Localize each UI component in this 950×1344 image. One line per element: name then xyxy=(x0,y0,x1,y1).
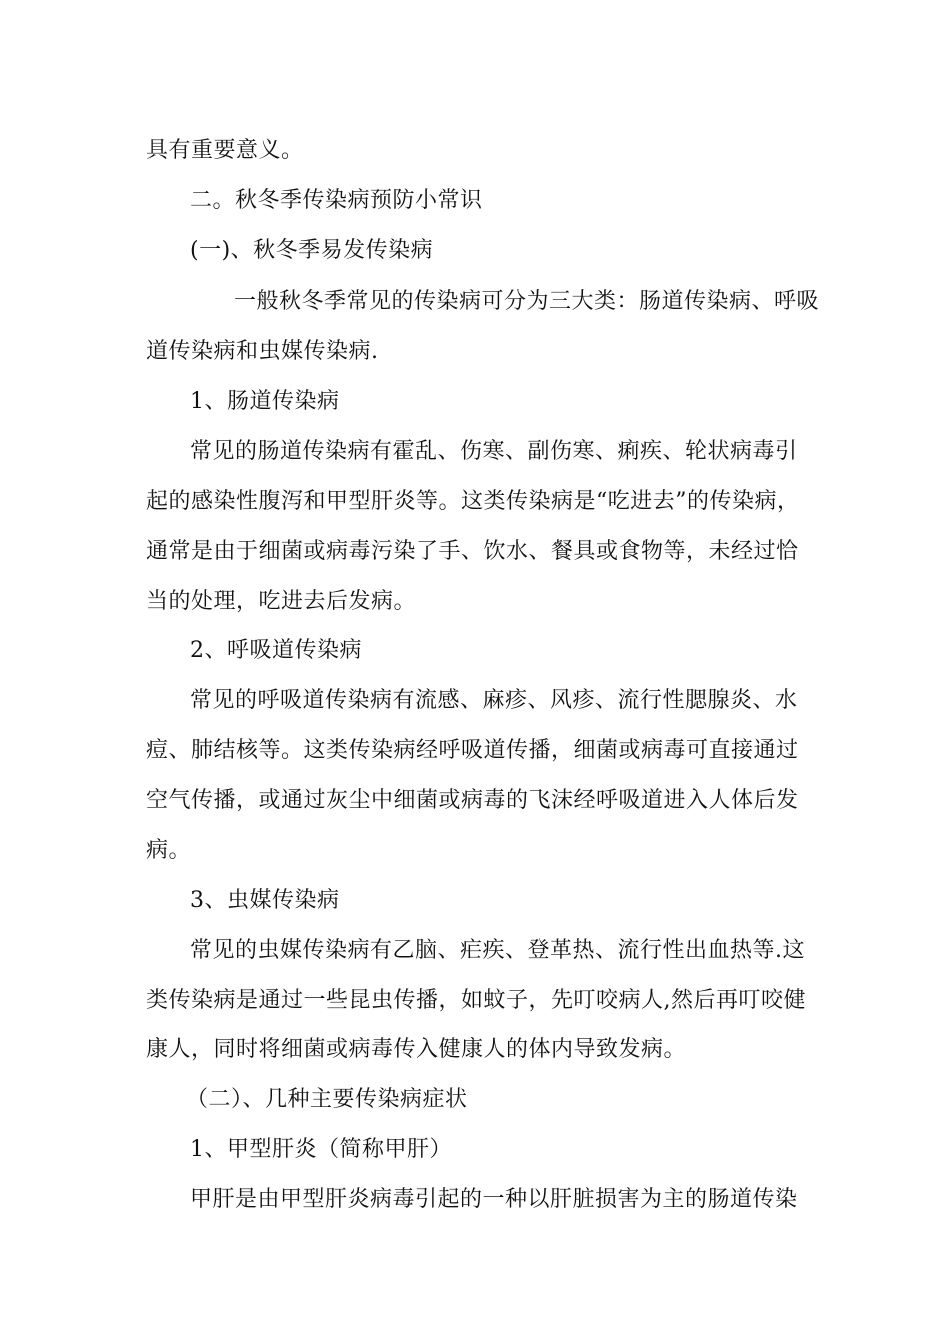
text-line: 常见的肠道传染病有霍乱、伤寒、副伤寒、痢疾、轮状病毒引 xyxy=(190,439,798,464)
text-line: 道传染病和虫媒传染病. xyxy=(146,339,379,364)
subsection-heading: (一)、秋冬季易发传染病 xyxy=(190,238,434,263)
text-line: 常见的呼吸道传染病有流感、麻疹、风疹、流行性腮腺炎、水 xyxy=(190,688,798,713)
text-line: 甲肝是由甲型肝炎病毒引起的一种以肝脏损害为主的肠道传染 xyxy=(190,1187,798,1212)
item-heading: 3、虫媒传染病 xyxy=(190,888,340,913)
subsection-heading: （二）、几种主要传染病症状 xyxy=(186,1087,468,1112)
text-line: 当的处理，吃进去后发病。 xyxy=(146,589,417,614)
section-heading: 二。秋冬季传染病预防小常识 xyxy=(190,188,483,213)
text-line: 起的感染性腹泻和甲型肝炎等。这类传染病是“吃进去”的传染病， xyxy=(146,489,800,514)
item-heading: 2、呼吸道传染病 xyxy=(190,638,362,663)
text-line: 痘、肺结核等。这类传染病经呼吸道传播，细菌或病毒可直接通过 xyxy=(146,738,799,763)
text-line: 一般秋冬季常见的传染病可分为三大类：肠道传染病、呼吸 xyxy=(234,289,820,314)
text-line: 通常是由于细菌或病毒污染了手、饮水、餐具或食物等，未经过恰 xyxy=(146,539,799,564)
text-line: 具有重要意义。 xyxy=(146,138,304,163)
item-heading: 1、甲型肝炎（简称甲肝） xyxy=(190,1137,452,1162)
item-heading: 1、肠道传染病 xyxy=(190,389,340,414)
text-line: 病。 xyxy=(146,838,192,863)
text-line: 常见的虫媒传染病有乙脑、疟疾、登革热、流行性出血热等.这 xyxy=(190,938,805,963)
text-line: 类传染病是通过一些昆虫传播，如蚊子，先叮咬病人,然后再叮咬健 xyxy=(146,988,806,1013)
text-line: 空气传播，或通过灰尘中细菌或病毒的飞沫经呼吸道进入人体后发 xyxy=(146,788,799,813)
text-line: 康人，同时将细菌或病毒传入健康人的体内导致发病。 xyxy=(146,1037,687,1062)
